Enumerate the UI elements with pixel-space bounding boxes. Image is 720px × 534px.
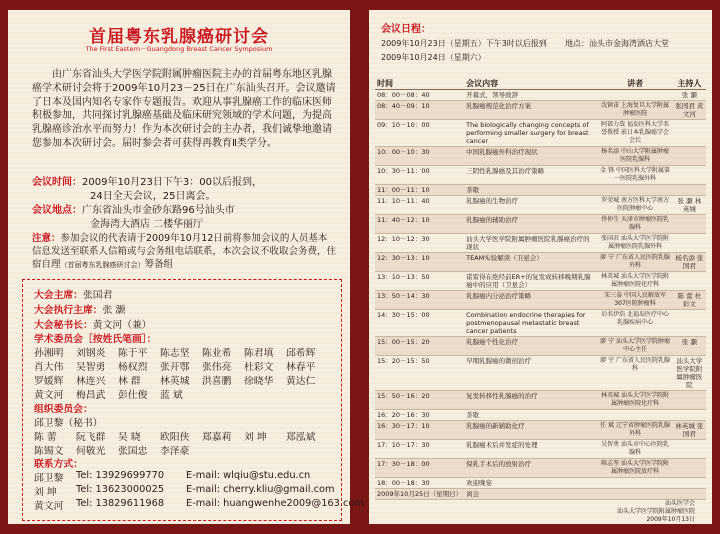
secretary-line bbox=[34, 317, 152, 331]
row-content: 保乳手术后的放射治疗 bbox=[464, 459, 597, 478]
row-speaker: 廖 宁 汕头大学医学院肿瘤中心主任 bbox=[597, 337, 672, 356]
exec-chair-line bbox=[34, 302, 125, 316]
place-label: 会议地点： bbox=[32, 205, 82, 216]
contact-tel: Tel: 13929699770 bbox=[76, 470, 165, 481]
row-host: 杨名添 张国君 bbox=[673, 253, 706, 272]
row-host: 汕头大学医学院附属肿瘤医院 bbox=[673, 356, 706, 391]
schedule-row bbox=[375, 196, 706, 215]
schedule-row bbox=[375, 440, 706, 459]
conference-title: 首届粤东乳腺癌研讨会 bbox=[89, 27, 269, 47]
org-member bbox=[244, 443, 286, 457]
time-line-1: 2009年10月23日下午3：00以后报到， bbox=[82, 177, 262, 188]
schedule-row bbox=[375, 101, 706, 120]
row-content: Combination endocrine therapies for postmenopausal metastatic breast cancer patients bbox=[464, 310, 597, 337]
row-speaker: 任 斌 辽宁省肿瘤医院乳腺外科 bbox=[597, 421, 672, 440]
academic-committee bbox=[34, 331, 328, 401]
schedule-table bbox=[375, 78, 706, 500]
organizing-committee bbox=[34, 401, 328, 457]
schedule-row bbox=[375, 421, 706, 440]
schedule-row bbox=[375, 391, 706, 410]
row-time: 08：40－09：10 bbox=[375, 101, 464, 120]
contact-row bbox=[34, 470, 336, 484]
academic-member: 杨权烈 bbox=[118, 362, 148, 373]
row-host bbox=[673, 185, 706, 196]
row-content: 欢迎晚宴 bbox=[464, 478, 597, 489]
row-speaker bbox=[597, 90, 672, 101]
contact-list bbox=[34, 470, 364, 512]
row-speaker: 林英城 汕头大学医学院附属肿瘤医院化疗科 bbox=[597, 272, 672, 291]
row-time: 10：30－11：00 bbox=[375, 166, 464, 185]
org-label: 组织委员会： bbox=[34, 404, 93, 415]
schedule-row bbox=[375, 337, 706, 356]
header-host: 主持人 bbox=[673, 78, 706, 90]
sec-label: 大会秘书长： bbox=[34, 320, 93, 331]
row-host bbox=[673, 272, 706, 291]
row-content: TEAM实验解读（卫星会） bbox=[464, 253, 597, 272]
academic-member: 肖大伟 bbox=[34, 362, 64, 373]
contact-email: E-mail: wlqiu@stu.edu.cn bbox=[186, 470, 311, 481]
contact-row bbox=[34, 498, 364, 512]
exec-label: 大会执行主席： bbox=[34, 305, 103, 316]
schedule-row bbox=[375, 234, 706, 253]
contact-email: E-mail: cherry.kliu@gmail.com bbox=[186, 484, 335, 495]
schedule-row bbox=[375, 489, 706, 500]
note-small: （首届粤东乳腺癌研讨会） bbox=[60, 261, 145, 270]
academic-member: 林 群 bbox=[118, 376, 141, 387]
sec-name: 黄文河（兼） bbox=[92, 320, 152, 331]
row-time: 13：50－14：30 bbox=[375, 291, 464, 310]
row-host: 林英城 张国君 bbox=[673, 421, 706, 440]
row-speaker: 杨名添 中山大学附属肿瘤医院乳腺科 bbox=[597, 147, 672, 166]
row-speaker: 罗荣城 南方医科大学南方医院肿瘤中心 bbox=[597, 196, 672, 215]
row-time: 13：10－13：50 bbox=[375, 272, 464, 291]
org-member: 刘 坤 bbox=[244, 432, 267, 443]
row-time: 11：00－11：10 bbox=[375, 185, 464, 196]
academic-member: 黄文河 bbox=[34, 390, 64, 401]
row-host bbox=[673, 310, 706, 337]
contact-name: 黄文河 bbox=[34, 501, 64, 512]
row-host: 张 灏 bbox=[673, 337, 706, 356]
row-time: 11：40－12：10 bbox=[375, 215, 464, 234]
academic-member: 陈君填 bbox=[244, 348, 274, 359]
header-time: 时间 bbox=[375, 78, 464, 90]
day2-line: 2009年10月24日（星期六） bbox=[381, 53, 486, 62]
row-speaker bbox=[597, 410, 672, 421]
row-host bbox=[673, 147, 706, 166]
row-content: 离会 bbox=[464, 489, 597, 500]
row-time: 2009年10月25日（星期日） bbox=[377, 490, 463, 498]
row-speaker: 廖 宁 广东省人民医院乳腺外科 bbox=[597, 253, 672, 272]
row-time: 12：30－13：10 bbox=[375, 253, 464, 272]
row-content: 乳腺癌内分泌治疗策略 bbox=[464, 291, 597, 310]
academic-member: 吴智勇 bbox=[76, 362, 106, 373]
academic-member: 梅昌武 bbox=[76, 390, 106, 401]
time-line-2: 24日全天会议，25日离会。 bbox=[90, 191, 216, 202]
org-member: 欧阳侠 bbox=[160, 432, 190, 443]
org-member: 张国忠 bbox=[118, 446, 148, 457]
org-member: 吴 晓 bbox=[118, 432, 141, 443]
schedule-row bbox=[375, 310, 706, 337]
schedule-row bbox=[375, 478, 706, 489]
row-speaker: 吴智勇 汕头市中心医院乳腺科 bbox=[597, 440, 672, 459]
time-label: 会议时间： bbox=[32, 177, 82, 188]
org-member bbox=[202, 443, 244, 457]
row-time: 15：00－15：20 bbox=[375, 337, 464, 356]
row-content: 复发转移性乳腺癌的治疗 bbox=[464, 391, 597, 410]
contact-section bbox=[34, 456, 364, 512]
row-time: 11：10－11：40 bbox=[375, 196, 464, 215]
row-host bbox=[673, 166, 706, 185]
schedule-row bbox=[375, 356, 706, 391]
meeting-place bbox=[32, 204, 235, 232]
academic-names bbox=[34, 345, 328, 401]
row-time: 17：30－18：00 bbox=[375, 459, 464, 478]
academic-member: 徐晓华 bbox=[244, 376, 274, 387]
schedule-header-row bbox=[375, 78, 706, 90]
row-speaker: 林英城 汕头大学医学院附属肿瘤医院化疗科 bbox=[597, 391, 672, 410]
left-panel bbox=[8, 10, 364, 524]
day1-text: 2009年10月23日（星期五）下午3时以后报到 bbox=[381, 39, 547, 48]
meeting-time bbox=[32, 176, 262, 204]
place-line-2: 金海湾大酒店 二楼华丽厅 bbox=[90, 219, 204, 230]
notice bbox=[32, 232, 336, 273]
academic-member: 黄达仁 bbox=[286, 376, 316, 387]
chair-line bbox=[34, 287, 112, 301]
row-host: 张 灏 bbox=[673, 90, 706, 101]
row-time: 14：30－15：00 bbox=[375, 310, 464, 337]
footer-org2: 汕头大学医学院附属肿瘤医院 bbox=[616, 508, 695, 515]
row-host bbox=[673, 391, 706, 410]
schedule-row bbox=[375, 120, 706, 147]
schedule-row bbox=[375, 291, 706, 310]
academic-member: 蓝 斌 bbox=[160, 390, 183, 401]
org-member: 何敬光 bbox=[76, 446, 106, 457]
row-time: 18：00－18：30 bbox=[375, 478, 464, 489]
row-host bbox=[673, 234, 706, 253]
org-names bbox=[34, 429, 328, 457]
row-host bbox=[673, 410, 706, 421]
row-host bbox=[673, 489, 706, 500]
academic-member: 陈志坚 bbox=[160, 348, 190, 359]
row-speaker: 阿部力哉 福岛医科大学名誉教授 前日本乳腺癌学会会长 bbox=[597, 120, 672, 147]
header-speaker: 讲者 bbox=[597, 78, 672, 90]
row-time: 16：30－17：10 bbox=[375, 421, 464, 440]
contact-email: E-mail: huangwenhe2009@163.com bbox=[186, 498, 364, 509]
chair-label: 大会主席： bbox=[34, 290, 83, 301]
academic-member: 林英城 bbox=[160, 376, 190, 387]
row-content: 中国乳腺癌外科治疗现状 bbox=[464, 147, 597, 166]
org-member: 李泽豪 bbox=[160, 446, 190, 457]
chair-name: 张国君 bbox=[82, 290, 113, 301]
row-content: 乳腺癌个性化治疗 bbox=[464, 337, 597, 356]
row-content: 乳腺癌的生物治疗 bbox=[464, 196, 597, 215]
academic-member bbox=[286, 387, 328, 401]
row-time: 10：00－10：30 bbox=[375, 147, 464, 166]
org-member: 郑嘉莉 bbox=[202, 432, 232, 443]
row-content: 乳腺癌的新辅助化疗 bbox=[464, 421, 597, 440]
org-member: 陈 蕾 bbox=[34, 432, 57, 443]
academic-label: 学术委员会［按姓氏笔画］： bbox=[34, 334, 157, 345]
academic-member: 林连兴 bbox=[76, 376, 106, 387]
row-time: 09：10－10：00 bbox=[375, 120, 464, 147]
note-label: 注意： bbox=[32, 233, 61, 244]
org-first: 邱卫黎（秘书） bbox=[34, 418, 103, 429]
row-speaker: 沈镇宙 上海复旦大学附属肿瘤医院 bbox=[597, 101, 672, 120]
location-line: 地点：汕头市金海湾酒店大堂 bbox=[565, 39, 669, 48]
header-content: 会议内容 bbox=[464, 78, 597, 90]
row-host bbox=[673, 120, 706, 147]
contact-tel: Tel: 13623000025 bbox=[76, 484, 165, 495]
row-content: 茶歇 bbox=[464, 410, 597, 421]
row-speaker: 陈志坚 汕头大学医学院附属肿瘤医院放疗科 bbox=[597, 459, 672, 478]
academic-member: 陈业希 bbox=[202, 348, 232, 359]
academic-member: 罗媛辉 bbox=[34, 376, 64, 387]
row-content: 开幕式，领导致辞 bbox=[464, 90, 597, 101]
row-host bbox=[673, 459, 706, 478]
contact-row bbox=[34, 484, 336, 498]
academic-member: 邱希辉 bbox=[286, 348, 316, 359]
row-host: 张国君 黄文河 bbox=[673, 101, 706, 120]
schedule-row bbox=[375, 166, 706, 185]
schedule-row bbox=[375, 272, 706, 291]
row-content: The biologically changing concepts of performing smaller surgery for breast cancer bbox=[464, 120, 597, 147]
row-content: 乳腺癌的辅助治疗 bbox=[464, 215, 597, 234]
org-member: 郑泓斌 bbox=[286, 432, 316, 443]
row-content: 早期乳腺癌的微创治疗 bbox=[464, 356, 597, 391]
row-content: 乳腺癌规范化治疗方案 bbox=[464, 101, 597, 120]
row-host: 陈 蕾 杜彩文 bbox=[673, 291, 706, 310]
row-speaker: 廖 宁 广东省人民医院乳腺科 bbox=[597, 356, 672, 391]
day1-line bbox=[381, 38, 547, 49]
academic-member: 洪喜鹏 bbox=[202, 376, 232, 387]
row-content: 诺雷得在绝经前ER+的复发或转移晚期乳腺癌中的应用（卫星会） bbox=[464, 272, 597, 291]
row-speaker bbox=[597, 185, 672, 196]
schedule-row bbox=[375, 90, 706, 101]
schedule-row bbox=[375, 215, 706, 234]
row-time: 15：50－16：20 bbox=[375, 391, 464, 410]
contact-name: 刘 坤 bbox=[34, 487, 57, 498]
row-speaker: 张国君 汕头大学医学院附属肿瘤医院乳腺外科 bbox=[597, 234, 672, 253]
row-speaker: 金 锋 中国医科大学附属第一医院乳腺外科 bbox=[597, 166, 672, 185]
row-content: 三阴性乳腺癌及其治疗策略 bbox=[464, 166, 597, 185]
contact-label: 联系方式： bbox=[34, 459, 83, 470]
place-line-1: 广东省汕头市金砂东路96号汕头市 bbox=[82, 205, 235, 216]
academic-member: 彭仕俊 bbox=[118, 390, 148, 401]
conference-subtitle: The First Eastern－Guangdong Breast Cancer Symposium bbox=[85, 45, 273, 53]
academic-member: 杜彩文 bbox=[244, 362, 274, 373]
schedule-row bbox=[375, 147, 706, 166]
row-speaker: 启名伊浩 北福岛医疗中心乳腺疾病中心 bbox=[597, 310, 672, 337]
intro-paragraph: 由广东省汕头大学医学院附属肿瘤医院主办的首届粤东地区乳腺癌学术研讨会将于2009年10月23－25日在广东汕头召开。会议邀请了日本及国内知名专家作专题报告。欢迎从事乳腺癌工作的临床医师积极参加，共同探讨乳腺癌基础及临床研究领域的学术问题，为提高乳腺癌诊治水平而努力！作为本次研讨会的主办者，我们诚挚地邀请您参加本次研讨会。届时参会者可获得再教育Ⅱ类学分。 bbox=[32, 69, 336, 149]
row-speaker bbox=[597, 478, 672, 489]
row-content: 汕头大学医学院附属肿瘤医院乳腺癌治疗的现状 bbox=[464, 234, 597, 253]
academic-member: 孙湘明 bbox=[34, 348, 64, 359]
note-end: 筹备组 bbox=[144, 259, 174, 271]
academic-member: 陈于平 bbox=[118, 348, 148, 359]
row-time: 12：10－12：30 bbox=[375, 234, 464, 253]
contact-tel: Tel: 13829611968 bbox=[76, 498, 165, 509]
row-host bbox=[673, 478, 706, 489]
schedule-heading: 会议日程： bbox=[381, 24, 431, 35]
org-member: 阮飞群 bbox=[76, 432, 106, 443]
schedule-row bbox=[375, 459, 706, 478]
row-host: 张 灏 林英城 bbox=[673, 196, 706, 215]
row-host bbox=[673, 215, 706, 234]
org-member: 陈锡文 bbox=[34, 446, 64, 457]
footer-org1: 汕头医学会 bbox=[664, 500, 695, 507]
row-time: 08：00－08：40 bbox=[375, 90, 464, 101]
row-host bbox=[673, 440, 706, 459]
row-speaker bbox=[597, 489, 672, 500]
academic-member: 张伟亮 bbox=[202, 362, 232, 373]
schedule-row bbox=[375, 185, 706, 196]
footer-date: 2009年10月13日 bbox=[646, 516, 695, 523]
row-time: 16：20－16：30 bbox=[375, 410, 464, 421]
contact-name: 邱卫黎 bbox=[34, 473, 64, 484]
row-speaker: 宋三泰 中国人民解放军307医院肿瘤科 bbox=[597, 291, 672, 310]
row-time: 15：20－15：50 bbox=[375, 356, 464, 391]
row-content: 乳腺癌术后并发症的处理 bbox=[464, 440, 597, 459]
academic-member: 林春平 bbox=[286, 362, 316, 373]
academic-member bbox=[202, 387, 244, 401]
row-content: 茶歇 bbox=[464, 185, 597, 196]
right-panel bbox=[369, 10, 712, 524]
row-speaker: 佟仲生 天津市肿瘤医院乳腺科 bbox=[597, 215, 672, 234]
exec-name: 张 灏 bbox=[102, 305, 126, 316]
academic-member: 张开鄂 bbox=[160, 362, 190, 373]
schedule-row bbox=[375, 253, 706, 272]
academic-member: 刘钢炎 bbox=[76, 348, 106, 359]
academic-member bbox=[244, 387, 286, 401]
note-text: 参加会议的代表请于2009年10月12日前将参加会议的人员基本信息发送至联系人信箱或与会务组电话联系，本次会议不收取会务费，住宿自理 bbox=[32, 233, 337, 271]
schedule-row bbox=[375, 410, 706, 421]
row-time: 17：10－17：30 bbox=[375, 440, 464, 459]
